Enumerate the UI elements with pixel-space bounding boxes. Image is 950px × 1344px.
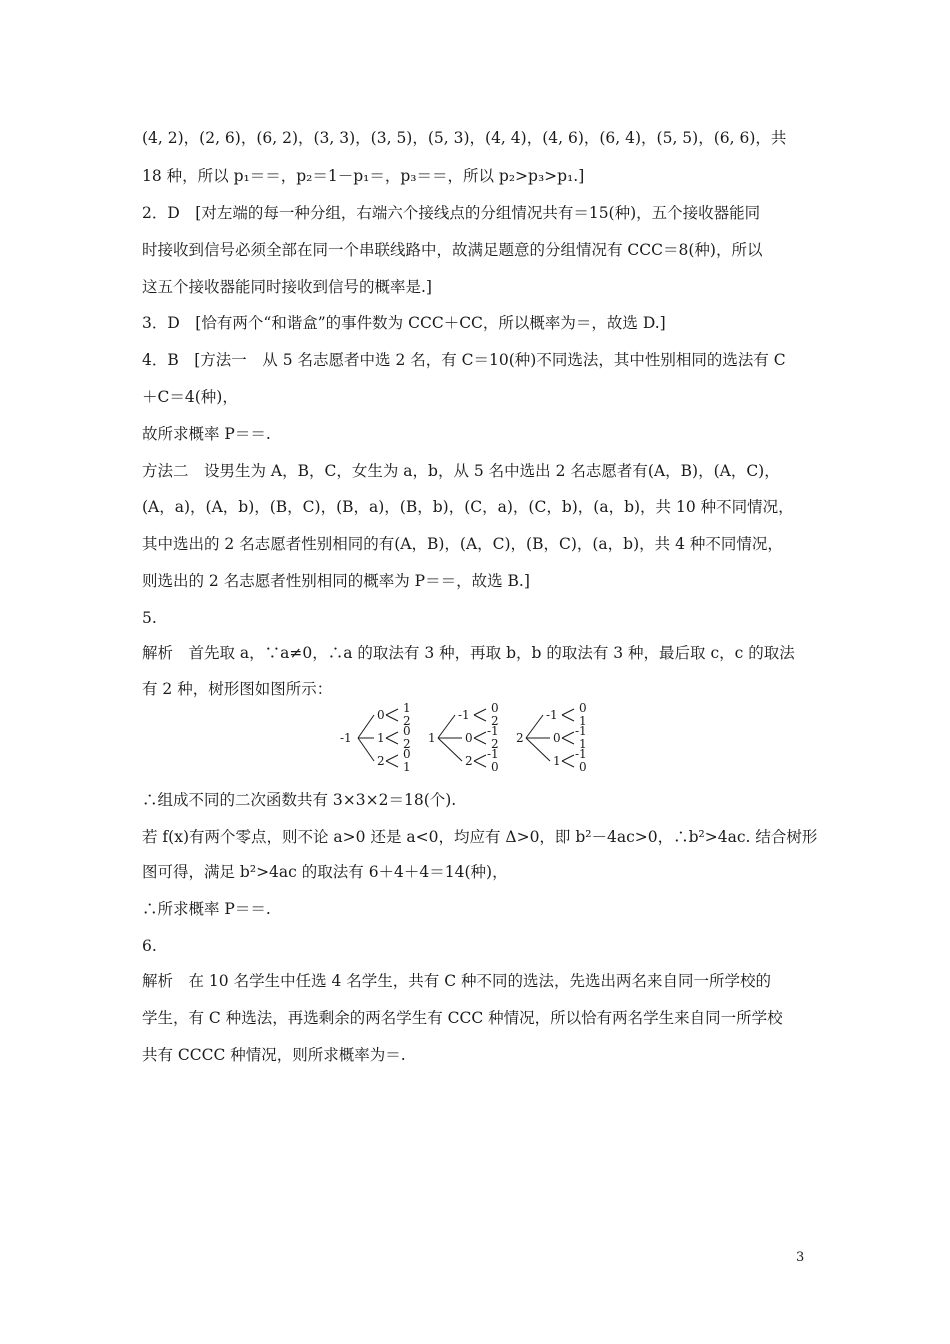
text-line: 解析 在 10 名学生中任选 4 名学生，共有 C 种不同的选法，先选出两名来自同一所学校的 xyxy=(142,972,772,990)
tree-leaf-label: 0 xyxy=(579,760,587,774)
tree-node-label: 2 xyxy=(377,754,385,768)
tree-branch xyxy=(474,738,486,744)
tree-branch xyxy=(386,709,398,715)
tree-node-label: 1 xyxy=(377,731,385,745)
tree-node-label: 0 xyxy=(377,708,385,722)
tree-branch xyxy=(438,738,462,761)
text-line: 18 种，所以 p₁＝＝，p₂＝1－p₁＝，p₃＝＝，所以 p₂>p₃>p₁.] xyxy=(142,167,585,185)
tree-leaf-label: 0 xyxy=(579,701,587,715)
text-line: 其中选出的 2 名志愿者性别相同的有(A，B)，(A，C)，(B，C)，(a，b)，共 4 种不同情况， xyxy=(142,535,783,553)
tree-root-label: 2 xyxy=(516,731,524,745)
tree-branch xyxy=(562,715,574,721)
tree-branch xyxy=(386,732,398,738)
tree-branch xyxy=(526,738,550,761)
tree-branch xyxy=(562,732,574,738)
tree-root-label: -1 xyxy=(340,731,352,745)
tree-branch xyxy=(386,755,398,761)
tree-leaf-label: 0 xyxy=(491,701,499,715)
tree-branch xyxy=(386,715,398,721)
text-line: 6. xyxy=(142,937,157,955)
text-line: 解析 首先取 a，∵a≠0，∴a 的取法有 3 种，再取 b，b 的取法有 3 种，最后取 c，c 的取法 xyxy=(142,644,795,662)
tree-leaf-label: 2 xyxy=(403,714,411,728)
tree-branch xyxy=(386,761,398,767)
text-line: 3．D [恰有两个“和谐盒”的事件数为 CCC＋CC，所以概率为＝，故选 D.] xyxy=(142,314,666,332)
tree-node-label: 0 xyxy=(553,731,561,745)
text-line: ＋C＝4(种)， xyxy=(142,388,238,406)
tree-branch xyxy=(358,738,374,761)
tree-leaf-label: 0 xyxy=(403,724,411,738)
text-line: 2．D [对左端的每一种分组，右端六个接线点的分组情况共有＝15(种)，五个接收器能同 xyxy=(142,204,761,222)
tree-node-label: 2 xyxy=(465,754,473,768)
text-line: 4．B [方法一 从 5 名志愿者中选 2 名，有 C＝10(种)不同选法，其中性别相同的选法有 C xyxy=(142,351,786,369)
text-line: 若 f(x)有两个零点，则不论 a>0 还是 a<0，均应有 Δ>0，即 b²－4ac>0，∴b²>4ac. 结合树形 xyxy=(142,828,818,846)
text-line: 有 2 种，树形图如图所示： xyxy=(142,680,333,698)
tree-branch xyxy=(562,755,574,761)
tree-branch xyxy=(474,761,486,767)
tree-leaf-label: 1 xyxy=(403,760,411,774)
text-line: 时接收到信号必须全部在同一个串联线路中，故满足题意的分组情况有 CCC＝8(种)，所以 xyxy=(142,241,763,259)
text-line: 图可得，满足 b²>4ac 的取法有 6＋4＋4＝14(种)， xyxy=(142,863,508,881)
text-line: 这五个接收器能同时接收到信号的概率是.] xyxy=(142,278,432,296)
text-line: 则选出的 2 名志愿者性别相同的概率为 P＝＝，故选 B.] xyxy=(142,572,530,590)
tree-branch xyxy=(474,715,486,721)
tree-root-label: 1 xyxy=(428,731,436,745)
tree-leaf-label: -1 xyxy=(487,747,499,761)
tree-node-label: -1 xyxy=(458,708,470,722)
text-line: 5. xyxy=(142,609,157,627)
text-line: ∴组成不同的二次函数共有 3×3×2＝18(个). xyxy=(142,791,457,809)
text-line: 共有 CCCC 种情况，则所求概率为＝. xyxy=(142,1046,406,1064)
text-line: (4, 2)，(2, 6)，(6, 2)，(3, 3)，(3, 5)，(5, 3)，(4, 4)，(4, 6)，(6, 4)，(5, 5)，(6, 6)，共 xyxy=(142,129,787,147)
tree-leaf-label: 1 xyxy=(579,737,587,751)
tree-leaf-label: 1 xyxy=(579,714,587,728)
tree-leaf-label: 0 xyxy=(491,760,499,774)
tree-node-label: -1 xyxy=(546,708,558,722)
tree-branch xyxy=(474,732,486,738)
text-line: 方法二 设男生为 A，B，C，女生为 a，b，从 5 名中选出 2 名志愿者有(A，B)，(A，C)， xyxy=(142,462,780,480)
tree-branch xyxy=(386,738,398,744)
tree-leaf-label: 2 xyxy=(491,714,499,728)
tree-branch xyxy=(562,709,574,715)
tree-node-label: 0 xyxy=(465,731,473,745)
tree-branch xyxy=(474,755,486,761)
tree-leaf-label: -1 xyxy=(575,747,587,761)
tree-leaf-label: 2 xyxy=(491,737,499,751)
text-line: 故所求概率 P＝＝. xyxy=(142,425,271,443)
tree-leaf-label: 1 xyxy=(403,701,411,715)
tree-branch xyxy=(562,738,574,744)
text-line: 学生，有 C 种选法，再选剩余的两名学生有 CCC 种情况，所以恰有两名学生来自同一所学校 xyxy=(142,1009,783,1027)
tree-node-label: 1 xyxy=(553,754,561,768)
text-line: ∴所求概率 P＝＝. xyxy=(142,900,271,918)
text-line: (A，a)，(A，b)，(B，C)，(B，a)，(B，b)，(C，a)，(C，b)，(a，b)，共 10 种不同情况， xyxy=(142,498,794,516)
tree-diagram xyxy=(338,698,608,778)
tree-leaf-label: 2 xyxy=(403,737,411,751)
tree-branch xyxy=(526,715,543,738)
tree-leaf-label: 0 xyxy=(403,747,411,761)
tree-leaf-label: -1 xyxy=(575,724,587,738)
tree-leaf-label: -1 xyxy=(487,724,499,738)
tree-branch xyxy=(562,761,574,767)
tree-branch xyxy=(438,715,455,738)
page-number: 3 xyxy=(796,1250,805,1265)
tree-branch xyxy=(358,715,374,738)
tree-branch xyxy=(474,709,486,715)
